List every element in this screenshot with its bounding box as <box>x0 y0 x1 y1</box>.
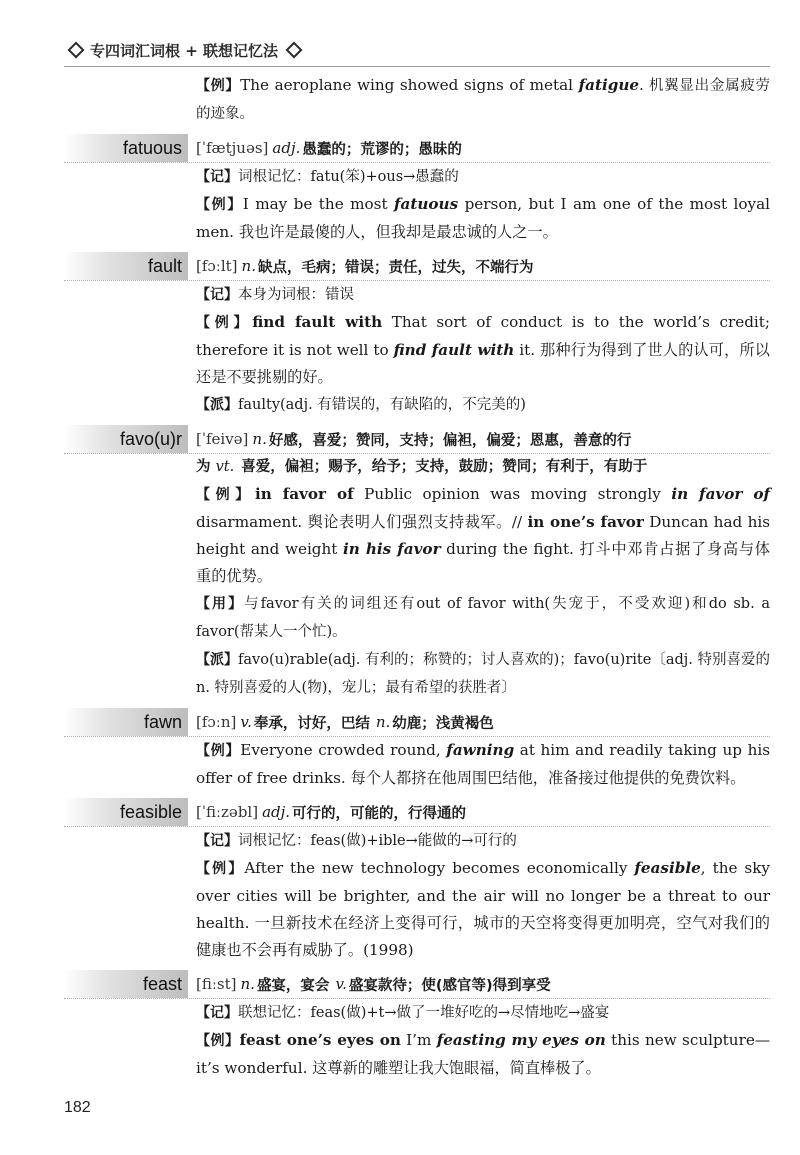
part-of-speech: v. <box>240 713 252 731</box>
entry-head <box>64 708 770 737</box>
entry-head <box>64 252 770 281</box>
example-line <box>196 737 770 792</box>
entry-favour <box>64 425 770 702</box>
derived-text: faulty(adj. 有错误的，有缺陷的，不完美的) <box>238 397 526 413</box>
example-text: disarmament. 舆论表明人们强烈支持裁军。// <box>196 513 528 531</box>
memo-tag: 【记】 <box>196 1005 238 1021</box>
phonetic: [ˈfætjuəs] <box>196 139 269 157</box>
example-text: at him and readily taking up his offer of free drinks. 每个人都挤在他周围巴结他，准备接过他提供的免费饮料。 <box>196 741 771 787</box>
chinese-definition: 奉承，讨好，巴结 <box>253 715 370 732</box>
head-definition <box>188 134 462 162</box>
example-tag: 【例】 <box>196 315 253 331</box>
chinese-definition: 盛宴款待；使(感官等)得到享受 <box>348 977 551 994</box>
entry-fatuous <box>64 134 770 246</box>
derived-line <box>196 646 770 702</box>
phonetic: [ˈfiːzəbl] <box>196 803 259 821</box>
example-text: That sort of conduct is to the world’s credit; therefore it is not well to <box>196 313 770 359</box>
entry-body <box>196 281 770 419</box>
usage-text: 与favor有关的词组还有out of favor with(失宠于，不受欢迎)和do sb. a favor(帮某人一个忙)。 <box>196 596 770 640</box>
memo-line <box>196 163 770 191</box>
example-text: , the sky over cities will be brighter, and the air will no longer be a threat to our health. 一旦新技术在经济上变得可行，城市的天空将变得更加明亮，空气对我们的健康也不会再有威胁了。(1998) <box>196 859 771 959</box>
head-definition <box>188 798 466 826</box>
example-text: After the new technology becomes economically <box>244 859 635 877</box>
example-text: person, but I am one of the most loyal men. 我也许是最傻的人，但我却是最忠诚的人之一。 <box>196 195 771 241</box>
diamond-icon <box>68 42 85 59</box>
definition-continued <box>196 454 770 481</box>
headword: feast <box>64 970 188 998</box>
example-text: The aeroplane wing showed signs of metal <box>240 76 579 94</box>
memo-line <box>196 281 770 309</box>
diamond-icon <box>286 42 303 59</box>
derived-tag: 【派】 <box>196 652 239 668</box>
example-emph: in his favor <box>342 540 441 558</box>
memo-text: 词根记忆：fatu(笨)+ous→愚蠢的 <box>238 169 459 185</box>
entry-feast <box>64 970 770 1082</box>
entry-body <box>196 827 770 964</box>
example-emph: in favor of <box>671 485 770 503</box>
chinese-definition: 缺点，毛病；错误；责任，过失，不端行为 <box>257 259 534 276</box>
example-phrase: find fault with <box>252 313 383 331</box>
head-definition <box>188 425 631 453</box>
derived-text: favo(u)rable(adj. 有利的；称赞的；讨人喜欢的)；favo(u)rite〔adj. 特别喜爱的 n. 特别喜爱的人(物)，宠儿；最有希望的获胜者〕 <box>196 652 770 696</box>
example-phrase: in one’s favor <box>527 513 644 531</box>
memo-tag: 【记】 <box>196 833 238 849</box>
example-phrase: feast one’s eyes on <box>239 1031 401 1049</box>
example-text: I’m <box>400 1031 437 1049</box>
entry-body <box>196 999 770 1082</box>
example-emph: feasting my eyes on <box>436 1031 606 1049</box>
example-emph: fatigue <box>578 76 640 94</box>
memo-tag: 【记】 <box>196 287 238 303</box>
entry-body <box>196 163 770 246</box>
example-line <box>196 855 770 964</box>
continued-example <box>196 72 770 128</box>
example-emph: fawning <box>446 741 515 759</box>
entry-body <box>196 737 770 792</box>
part-of-speech: n. <box>241 257 256 275</box>
entry-body <box>196 481 770 702</box>
part-of-speech: v. <box>335 975 347 993</box>
chinese-definition: 幼鹿；浅黄褐色 <box>392 715 494 732</box>
memo-line <box>196 999 770 1027</box>
usage-line <box>196 590 770 646</box>
derived-tag: 【派】 <box>196 397 238 413</box>
entry-fault <box>64 252 770 419</box>
dictionary-body <box>64 74 770 1082</box>
part-of-speech: n. <box>375 713 391 731</box>
example-text: I may be the most <box>242 195 394 213</box>
usage-tag: 【用】 <box>196 596 245 612</box>
example-text: this new sculpture—it’s wonderful. 这尊新的雕塑让我大饱眼福，简直棒极了。 <box>196 1031 771 1077</box>
example-line <box>196 309 770 391</box>
example-text: it. 那种行为得到了世人的认可，所以还是不要挑剔的好。 <box>196 341 770 386</box>
example-line <box>196 481 770 590</box>
chinese-definition: 可行的，可能的，行得通的 <box>292 805 467 822</box>
example-emph: feasible <box>634 859 701 877</box>
phonetic: [fɔːlt] <box>196 257 238 275</box>
part-of-speech: n. <box>240 975 255 993</box>
example-line <box>196 1027 770 1082</box>
phonetic: [ˈfeivə] <box>196 430 249 448</box>
headword: fault <box>64 252 188 280</box>
phonetic: [fɔːn] <box>196 713 237 731</box>
example-text: Duncan had his height and weight <box>196 513 771 558</box>
entry-head <box>64 798 770 827</box>
example-text: Public opinion was moving strongly <box>353 485 672 503</box>
example-tag: 【例】 <box>196 78 241 94</box>
memo-line <box>196 827 770 855</box>
entry-head <box>64 970 770 999</box>
memo-text: 本身为词根：错误 <box>238 287 354 303</box>
example-line <box>196 191 770 246</box>
part-of-speech: vt. <box>215 459 235 475</box>
example-tag: 【例】 <box>196 487 255 503</box>
example-tag: 【例】 <box>196 743 241 759</box>
chinese-definition: 为 <box>196 459 216 475</box>
headword: feasible <box>64 798 188 826</box>
derived-line <box>196 391 770 419</box>
entry-fawn <box>64 708 770 792</box>
head-definition <box>188 970 551 998</box>
example-text: Everyone crowded round, <box>240 741 447 759</box>
page-number: 182 <box>64 1099 91 1116</box>
memo-text: 词根记忆：feas(做)+ible→能做的→可行的 <box>238 833 517 849</box>
part-of-speech: adj. <box>262 803 291 821</box>
entry-feasible <box>64 798 770 964</box>
part-of-speech: adj. <box>272 139 301 157</box>
headword: fawn <box>64 708 188 736</box>
example-tag: 【例】 <box>196 861 245 877</box>
example-text: during the fight. 打斗中邓肯占据了身高与体重的优势。 <box>196 540 770 585</box>
headword: favo(u)r <box>64 425 188 453</box>
memo-text: 联想记忆：feas(做)+t→做了一堆好吃的→尽情地吃→盛宴 <box>238 1005 610 1021</box>
example-phrase: in favor of <box>254 485 354 503</box>
example-emph: find fault with <box>393 341 515 359</box>
example-tag: 【例】 <box>196 1033 240 1049</box>
head-definition <box>188 252 533 280</box>
entry-head <box>64 425 770 454</box>
memo-tag: 【记】 <box>196 169 238 185</box>
chinese-definition: 盛宴，宴会 <box>256 977 330 994</box>
example-translation: . 机翼显出金属疲劳的迹象。 <box>196 78 771 122</box>
headword: fatuous <box>64 134 188 162</box>
phonetic: [fiːst] <box>196 975 237 993</box>
running-header <box>64 34 770 67</box>
example-emph: fatuous <box>393 195 459 213</box>
entry-head <box>64 134 770 163</box>
chinese-definition: 愚蠢的；荒谬的；愚昧的 <box>302 141 462 158</box>
example-tag: 【例】 <box>196 197 243 213</box>
header-title: 专四词汇词根 + 联想记忆法 <box>90 41 279 60</box>
head-definition <box>188 708 494 736</box>
chinese-definition: 喜爱，偏袒；赐予，给予；支持，鼓励；赞同；有利于，有助于 <box>236 459 648 475</box>
chinese-definition: 好感，喜爱；赞同，支持；偏袒，偏爱；恩惠，善意的行 <box>268 432 632 449</box>
part-of-speech: n. <box>252 430 267 448</box>
